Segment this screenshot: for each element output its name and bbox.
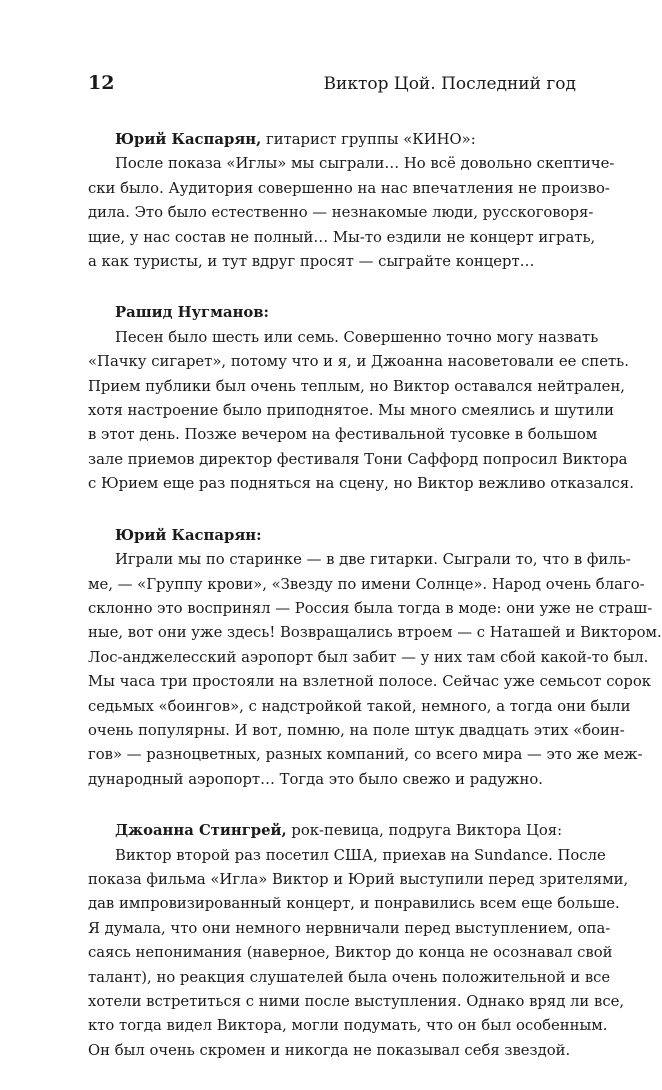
speaker-line [88, 819, 576, 843]
text-line: в этот день. Позже вечером на фестивальной тусовке в большом [88, 426, 598, 444]
text-line: Лос-анджелесский аэропорт был забит — у них там сбой какой-то был. [88, 648, 649, 666]
text-line: дав импровизированный концерт, и понравились всем еще больше. [88, 895, 620, 913]
quote-section [88, 301, 634, 496]
text-line: щие, у нас состав не полный… Мы-то ездили не концерт играть, [88, 228, 596, 246]
body-text [88, 128, 662, 1063]
speaker-line [88, 128, 576, 152]
text-line: кто тогда видел Виктора, могли подумать, что он был особенным. [88, 1017, 608, 1035]
quote-section [88, 524, 662, 792]
text-line: гов» — разноцветных, разных компаний, со всего мира — это же меж- [88, 746, 643, 764]
speaker-name: Рашид Нугманов: [115, 304, 270, 322]
text-line: а как туристы, и тут вдруг просят — сыграйте концерт… [88, 253, 535, 271]
text-line: хотя настроение было приподнятое. Мы много смеялись и шутили [88, 402, 614, 420]
text-line: хотели встретиться с ними после выступления. Однако вряд ли все, [88, 993, 625, 1010]
speaker-role: рок-певица, подруга Виктора Цоя: [286, 822, 563, 840]
quote-section [88, 819, 629, 1063]
text-line: с Юрием еще раз подняться на сцену, но Виктор вежливо отказался. [88, 475, 634, 493]
text-line: ные, вот они уже здесь! Возвращались втроем — с Наташей и Виктором. [88, 624, 662, 642]
text-line: После показа «Иглы» мы сыграли… Но всё довольно скептиче- [115, 155, 615, 173]
text-line: ски было. Аудитория совершенно на нас впечатления не произво- [88, 179, 610, 197]
text-line: Виктор второй раз посетил США, приехав на Sundance. После [115, 846, 606, 864]
speaker-line [88, 524, 576, 548]
text-line: склонно это воспринял — Россия была тогда в моде: они уже не страш- [88, 599, 653, 617]
speaker-name: Юрий Каспарян: [115, 526, 262, 544]
text-line: саясь непонимания (наверное, Виктор до конца не осознавал свой [88, 944, 613, 962]
quote-section [88, 128, 615, 274]
text-line: очень популярны. И вот, помню, на поле штук двадцать этих «боин- [88, 721, 625, 739]
running-header [88, 72, 576, 108]
text-line: седьмых «боингов», с надстройкой такой, немного, а тогда они были [88, 697, 631, 715]
text-line: Я думала, что они немного нервничали перед выступлением, опа- [88, 919, 611, 937]
text-line: показа фильма «Игла» Виктор и Юрий выступили перед зрителями, [88, 870, 629, 888]
text-line: ме, — «Группу крови», «Звезду по имени Солнце». Народ очень благо- [88, 575, 645, 593]
speaker-name: Джоанна Стингрей, [115, 822, 287, 840]
running-header-title: Виктор Цой. Последний год [323, 74, 576, 94]
text-line: талант), но реакция слушателей была очень положительной и все [88, 968, 611, 986]
text-line: Мы часа три простояли на взлетной полосе. Сейчас уже семьсот сорок [88, 673, 652, 691]
page-number: 12 [88, 72, 115, 94]
speaker-line [88, 301, 576, 325]
text-line: дила. Это было естественно — незнакомые люди, русскоговоря- [88, 204, 594, 222]
text-line: Он был очень скромен и никогда не показывал себя звездой. [88, 1041, 571, 1059]
speaker-role: гитарист группы «КИНО»: [261, 131, 476, 148]
text-line: Песен было шесть или семь. Совершенно точно могу назвать [115, 328, 599, 346]
text-line: «Пачку сигарет», потому что и я, и Джоанна насоветовали ее спеть. [88, 353, 629, 371]
text-line: Играли мы по старинке — в две гитарки. Сыграли то, что в филь- [115, 551, 631, 569]
text-line: дународный аэропорт… Тогда это было свежо и радужно. [88, 770, 543, 788]
book-page [88, 72, 662, 1090]
text-line: Прием публики был очень теплым, но Виктор оставался нейтрален, [88, 377, 626, 395]
text-line: зале приемов директор фестиваля Тони Саффорд попросил Виктора [88, 450, 628, 468]
speaker-name: Юрий Каспарян, [115, 131, 262, 148]
